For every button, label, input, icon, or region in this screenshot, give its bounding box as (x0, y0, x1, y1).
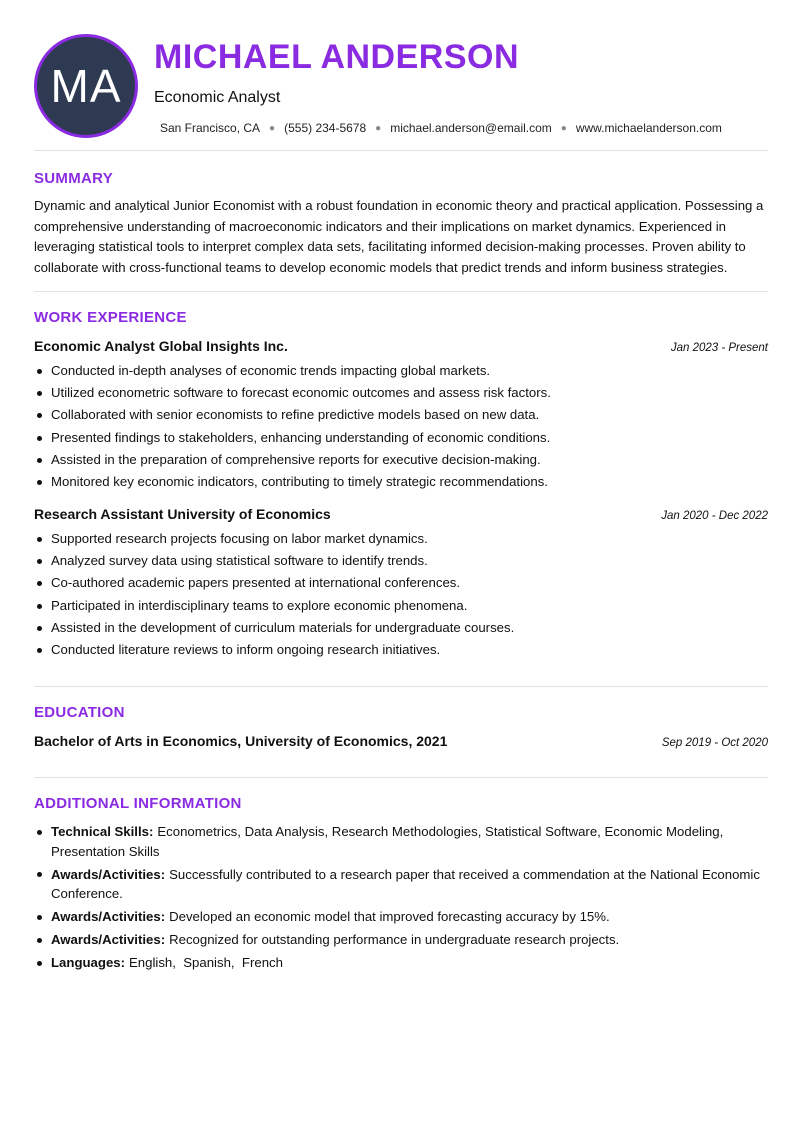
section-divider (34, 777, 768, 778)
list-item (34, 865, 768, 904)
item-text: English, Spanish, French (129, 955, 283, 970)
bullet-separator-icon: ● (375, 122, 382, 134)
list-item (34, 930, 768, 950)
list-item: Assisted in the preparation of comprehensive reports for executive decision-making. (34, 449, 768, 471)
list-item: Participated in interdisciplinary teams to explore economic phenomena. (34, 595, 768, 617)
additional-list (34, 822, 768, 976)
list-item: Assisted in the development of curriculum materials for undergraduate courses. (34, 617, 768, 639)
job-bullets (34, 360, 768, 493)
section-divider (34, 686, 768, 687)
experience-heading: WORK EXPERIENCE (34, 309, 187, 326)
list-item (34, 953, 768, 973)
item-label: Awards/Activities: (51, 866, 166, 882)
list-item: Conducted in-depth analyses of economic trends impacting global markets. (34, 360, 768, 382)
list-item: Utilized econometric software to forecast economic outcomes and assess risk factors. (34, 382, 768, 404)
item-label: Awards/Activities: (51, 932, 166, 947)
contact-line (160, 121, 722, 135)
list-item: Analyzed survey data using statistical software to identify trends. (34, 550, 768, 572)
item-label: Languages: (51, 955, 126, 970)
list-item: Supported research projects focusing on labor market dynamics. (34, 528, 768, 550)
bullet-separator-icon: ● (269, 122, 276, 134)
item-text: Successfully contributed to a research paper that received a commendation at the National Economic Conference. (51, 866, 760, 901)
job-date: Jan 2023 - Present (670, 342, 768, 354)
job-header (34, 506, 768, 522)
bullet-separator-icon: ● (560, 122, 567, 134)
avatar-initials: MA (50, 60, 122, 112)
list-item: Monitored key economic indicators, contributing to timely strategic recommendations. (34, 471, 768, 493)
summary-text: Dynamic and analytical Junior Economist with a robust foundation in economic theory and practical application. Possessing a comprehensive understanding of macroeconomic indicators and their implications on market dynamics. Experienced in leveraging statistical tools to interpret complex data sets, facilitating informed decision-making processes. Proven ability to collaborate with cross-functional teams to develop economic models that predict trends and inform business strategies. (34, 198, 764, 275)
item-label: Awards/Activities: (51, 909, 166, 924)
list-item (34, 822, 768, 861)
avatar (34, 34, 138, 138)
degree: Bachelor of Arts in Economics, University of Economics, 2021 (34, 733, 448, 749)
list-item: Collaborated with senior economists to refine predictive models based on new data. (34, 404, 768, 426)
item-label: Technical Skills: (51, 824, 154, 839)
job-title: Economic Analyst Global Insights Inc. (34, 338, 288, 354)
item-text: Recognized for outstanding performance in undergraduate research projects. (169, 932, 620, 947)
candidate-title: Economic Analyst (154, 89, 281, 106)
section-divider (34, 150, 768, 151)
list-item: Presented findings to stakeholders, enhancing understanding of economic conditions. (34, 427, 768, 449)
education-entry (34, 733, 768, 749)
contact-phone[interactable]: (555) 234-5678 (284, 121, 367, 135)
list-item (34, 907, 768, 927)
contact-website[interactable]: www.michaelanderson.com (575, 121, 722, 135)
job-date: Jan 2020 - Dec 2022 (661, 510, 768, 522)
contact-location: San Francisco, CA (160, 121, 261, 135)
resume-header (34, 34, 768, 138)
section-divider (34, 291, 768, 292)
item-text: Developed an economic model that improved forecasting accuracy by 15%. (169, 909, 610, 924)
job-bullets (34, 528, 768, 661)
summary-heading: SUMMARY (34, 170, 114, 187)
job-header (34, 338, 768, 354)
candidate-name: MICHAEL ANDERSON (154, 38, 520, 76)
item-text: Econometrics, Data Analysis, Research Methodologies, Statistical Software, Economic Modeling, Presentation Skills (51, 824, 724, 859)
education-heading: EDUCATION (34, 704, 125, 721)
education-date: Sep 2019 - Oct 2020 (661, 737, 768, 749)
list-item: Co-authored academic papers presented at international conferences. (34, 572, 768, 594)
additional-heading: ADDITIONAL INFORMATION (34, 795, 242, 812)
contact-email[interactable]: michael.anderson@email.com (390, 121, 552, 135)
list-item: Conducted literature reviews to inform ongoing research initiatives. (34, 639, 768, 661)
job-title: Research Assistant University of Economics (34, 506, 331, 522)
